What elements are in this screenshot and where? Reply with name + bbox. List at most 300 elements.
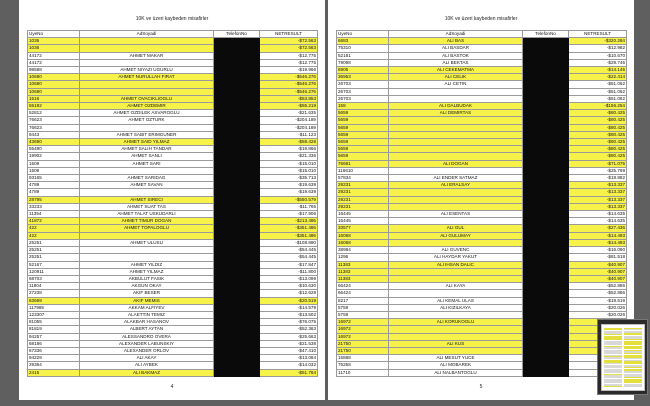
cell-uyeno: 1509 [28, 160, 80, 167]
table-row [28, 326, 318, 333]
table-row [28, 211, 318, 218]
cell-telefonno-redacted [523, 146, 569, 153]
cell-telefonno-redacted [214, 59, 260, 66]
table-row [337, 283, 627, 290]
cell-uyeno: 123307 [28, 311, 80, 318]
cell-telefonno-redacted [523, 304, 569, 311]
table-row [28, 45, 318, 52]
header-netresult: NETRESULT [260, 31, 318, 38]
cell-adsoyadi [389, 203, 523, 210]
cell-telefonno-redacted [523, 153, 569, 160]
table-row [28, 189, 318, 196]
cell-uyeno: 38984 [337, 247, 389, 254]
cell-telefonno-redacted [523, 326, 569, 333]
table-row [28, 239, 318, 246]
cell-netresult: -$320.284 [569, 38, 627, 45]
table-row [28, 225, 318, 232]
cell-uyeno: 76681 [337, 160, 389, 167]
cell-netresult: -$213.486 [260, 218, 318, 225]
cell-adsoyadi: ALI KAYA [389, 283, 523, 290]
cell-uyeno: 29231 [337, 189, 389, 196]
cell-telefonno-redacted [214, 45, 260, 52]
cell-adsoyadi: ALI DOGAN [389, 160, 523, 167]
cell-adsoyadi: AHMET NIYAZI UGURLU [80, 67, 214, 74]
cell-adsoyadi [389, 311, 523, 318]
table-row [337, 333, 627, 340]
cell-telefonno-redacted [214, 232, 260, 239]
cell-telefonno-redacted [523, 225, 569, 232]
cell-uyeno: 63669 [28, 297, 80, 304]
cell-adsoyadi: AKBULUT FASIK [80, 275, 214, 282]
cell-netresult: -$204.189 [260, 117, 318, 124]
cell-netresult: -$17.906 [260, 211, 318, 218]
cell-telefonno-redacted [214, 131, 260, 138]
table-row [337, 110, 627, 117]
cell-uyeno: 117985 [28, 304, 80, 311]
cell-uyeno: 9443 [28, 131, 80, 138]
header-adsoyadi: AdSoyadi [80, 31, 214, 38]
table-row [337, 45, 627, 52]
cell-telefonno-redacted [523, 254, 569, 261]
table-row [337, 211, 627, 218]
cell-adsoyadi: ALI BAS [389, 38, 523, 45]
cell-netresult: -$12.775 [260, 59, 318, 66]
table-row [337, 124, 627, 131]
cell-telefonno-redacted [523, 117, 569, 124]
cell-telefonno-redacted [523, 81, 569, 88]
cell-netresult: -$16.090 [569, 247, 627, 254]
cell-telefonno-redacted [523, 59, 569, 66]
cell-uyeno: 28795 [28, 196, 80, 203]
cell-adsoyadi: ALI MOBAREK [389, 362, 523, 369]
cell-uyeno: 44172 [28, 52, 80, 59]
cell-uyeno: 98588 [28, 67, 80, 74]
cell-adsoyadi: AHMET MAKAR [80, 52, 214, 59]
cell-telefonno-redacted [523, 333, 569, 340]
table-row [28, 103, 318, 110]
cell-adsoyadi: AHMET OZTURK [80, 117, 214, 124]
cell-telefonno-redacted [523, 218, 569, 225]
table-row [28, 153, 318, 160]
table-row [28, 175, 318, 182]
cell-telefonno-redacted [214, 52, 260, 59]
cell-adsoyadi: ALI ENDER SATMAZ [389, 175, 523, 182]
cell-netresult: -$19.966 [260, 67, 318, 74]
cell-adsoyadi: ALEXANDER LABUNSKIY [80, 340, 214, 347]
cell-netresult: -$108.890 [260, 239, 318, 246]
cell-uyeno: 422 [28, 232, 80, 239]
cell-netresult: -$20.519 [260, 297, 318, 304]
page-4 [19, 0, 325, 400]
cell-uyeno: 81055 [28, 319, 80, 326]
cell-netresult: -$80.425 [569, 139, 627, 146]
cell-adsoyadi: ALAETTIN TEMIZ [80, 311, 214, 318]
table-row [28, 131, 318, 138]
cell-adsoyadi [389, 239, 523, 246]
table-row [337, 175, 627, 182]
cell-uyeno: 6683 [337, 38, 389, 45]
cell-telefonno-redacted [214, 304, 260, 311]
cell-telefonno-redacted [523, 239, 569, 246]
cell-netresult: -$11.123 [260, 131, 318, 138]
cell-netresult: -$14.032 [260, 362, 318, 369]
cell-telefonno-redacted [214, 218, 260, 225]
cell-uyeno: 422 [28, 225, 80, 232]
cell-adsoyadi: AHMET OZDEMIR [80, 103, 214, 110]
cell-uyeno: 16068 [337, 239, 389, 246]
cell-adsoyadi: ALI IHSAN DALIC [389, 261, 523, 268]
cell-adsoyadi: ALI KORUKOGLU [389, 319, 523, 326]
cell-uyeno: 25251 [28, 254, 80, 261]
cell-adsoyadi: ALI ESENTAS [389, 211, 523, 218]
table-row [28, 290, 318, 297]
cell-adsoyadi: ALI DEMIRTAS [389, 110, 523, 117]
cell-netresult: -$47.410 [260, 347, 318, 354]
cell-uyeno: 29231 [337, 182, 389, 189]
table-row [337, 319, 627, 326]
cell-telefonno-redacted [214, 182, 260, 189]
table-row [28, 95, 318, 102]
thumbnail-column-left [604, 328, 622, 387]
table-row [28, 146, 318, 153]
cell-uyeno: 5659 [337, 131, 389, 138]
header-adsoyadi: AdSoyadi [389, 31, 523, 38]
table-row [337, 326, 627, 333]
cell-netresult: -$40.907 [569, 261, 627, 268]
cell-uyeno: 10680 [28, 74, 80, 81]
cell-telefonno-redacted [523, 95, 569, 102]
cell-telefonno-redacted [523, 297, 569, 304]
cell-telefonno-redacted [214, 203, 260, 210]
header-uyeno: UyeNo [337, 31, 389, 38]
cell-adsoyadi: ALI ERALSAY [389, 182, 523, 189]
table-row [28, 81, 318, 88]
cell-netresult: -$13.337 [569, 203, 627, 210]
cell-adsoyadi [389, 189, 523, 196]
cell-netresult: -$10.630 [260, 283, 318, 290]
cell-telefonno-redacted [214, 175, 260, 182]
cell-adsoyadi [389, 326, 523, 333]
page-5 [328, 0, 634, 400]
cell-adsoyadi: ALBERT AYTAN [80, 326, 214, 333]
cell-netresult: -$76.075 [260, 319, 318, 326]
table-row [337, 225, 627, 232]
table-row [337, 362, 627, 369]
cell-telefonno-redacted [214, 160, 260, 167]
cell-adsoyadi: ALESSANDRO OVERA [80, 333, 214, 340]
cell-telefonno-redacted [523, 160, 569, 167]
table-header-row [337, 31, 627, 38]
table-row [337, 74, 627, 81]
cell-uyeno: 10680 [28, 81, 80, 88]
cell-netresult: -$14.493 [569, 232, 627, 239]
cell-netresult: -$15.010 [260, 160, 318, 167]
cell-adsoyadi: AHMET TIMUR DOGAN [80, 218, 214, 225]
cell-adsoyadi [389, 347, 523, 354]
cell-uyeno: 52167 [28, 261, 80, 268]
cell-telefonno-redacted [214, 311, 260, 318]
table-row [337, 347, 627, 354]
table-row [28, 268, 318, 275]
cell-netresult: -$15.010 [260, 167, 318, 174]
cell-telefonno-redacted [214, 369, 260, 376]
cell-telefonno-redacted [214, 347, 260, 354]
page-thumbnail-panel[interactable] [597, 319, 648, 395]
table-row [337, 182, 627, 189]
table-row [337, 131, 627, 138]
cell-telefonno-redacted [214, 74, 260, 81]
cell-netresult: -$80.425 [569, 117, 627, 124]
cell-telefonno-redacted [214, 38, 260, 45]
cell-netresult: -$27.436 [569, 225, 627, 232]
cell-uyeno: 5659 [337, 124, 389, 131]
cell-netresult: -$19.519 [569, 297, 627, 304]
cell-netresult: -$12.628 [260, 290, 318, 297]
cell-telefonno-redacted [523, 268, 569, 275]
cell-uyeno: 76623 [28, 124, 80, 131]
table-row [28, 38, 318, 45]
cell-uyeno: 94257 [28, 333, 80, 340]
table-row [337, 203, 627, 210]
table-row [337, 275, 627, 282]
cell-uyeno: 57834 [337, 175, 389, 182]
cell-uyeno: 16972 [337, 333, 389, 340]
cell-netresult: -$13.337 [569, 182, 627, 189]
cell-uyeno: 120911 [28, 268, 80, 275]
cell-netresult: -$14.635 [569, 218, 627, 225]
cell-adsoyadi [80, 124, 214, 131]
cell-uyeno: 1036 [28, 45, 80, 52]
cell-adsoyadi: AHMET SUAT TAS [80, 203, 214, 210]
cell-uyeno: 25251 [28, 247, 80, 254]
cell-telefonno-redacted [214, 355, 260, 362]
page-number: 5 [479, 384, 483, 390]
header-telefonno: TelefonNo [523, 31, 569, 38]
cell-netresult: -$21.336 [260, 153, 318, 160]
cell-adsoyadi: AKIF BESER [80, 290, 214, 297]
cell-telefonno-redacted [523, 167, 569, 174]
cell-netresult: -$19.639 [260, 189, 318, 196]
cell-telefonno-redacted [214, 333, 260, 340]
cell-netresult: -$25.663 [260, 333, 318, 340]
cell-adsoyadi: ALI GULUMAY [389, 232, 523, 239]
cell-adsoyadi: ALI CETIN [389, 81, 523, 88]
cell-telefonno-redacted [214, 340, 260, 347]
page-thumbnail-icon[interactable] [601, 324, 645, 391]
cell-adsoyadi: AHMET OZDILEK ASVAROGLU [80, 110, 214, 117]
cell-uyeno: 5659 [337, 153, 389, 160]
cell-adsoyadi: ALI BASTOK [389, 52, 523, 59]
cell-uyeno: 4789 [28, 182, 80, 189]
cell-uyeno: 26703 [337, 81, 389, 88]
cell-adsoyadi: ALI NALBANTOGLU [389, 369, 523, 376]
table-row [337, 254, 627, 261]
cell-uyeno: 79098 [337, 59, 389, 66]
cell-telefonno-redacted [523, 275, 569, 282]
cell-adsoyadi: AHMET TOPALOGLU [80, 225, 214, 232]
cell-netresult: -$52.363 [260, 326, 318, 333]
table-row [337, 167, 627, 174]
cell-telefonno-redacted [214, 326, 260, 333]
table-row [28, 167, 318, 174]
cell-adsoyadi: ALI DALBUDAK [389, 103, 523, 110]
cell-uyeno: 75310 [337, 45, 389, 52]
cell-telefonno-redacted [523, 139, 569, 146]
cell-uyeno: 1036 [28, 38, 80, 45]
table-row [28, 355, 318, 362]
cell-netresult: -$80.425 [569, 110, 627, 117]
cell-netresult: -$14.635 [569, 211, 627, 218]
cell-telefonno-redacted [214, 196, 260, 203]
table-row [337, 340, 627, 347]
cell-adsoyadi [80, 254, 214, 261]
table-header-row [28, 31, 318, 38]
cell-adsoyadi: ALI MESUT YUCE [389, 355, 523, 362]
table-row [28, 160, 318, 167]
cell-uyeno: 29231 [337, 203, 389, 210]
table-row [28, 304, 318, 311]
cell-netresult: -$18.882 [569, 175, 627, 182]
cell-telefonno-redacted [214, 275, 260, 282]
cell-uyeno: 11710 [337, 369, 389, 376]
cell-telefonno-redacted [523, 362, 569, 369]
cell-adsoyadi: AHMET YILDIZ [80, 261, 214, 268]
cell-telefonno-redacted [523, 369, 569, 376]
cell-telefonno-redacted [214, 283, 260, 290]
cell-netresult: -$546.276 [260, 74, 318, 81]
cell-uyeno: 5759 [337, 304, 389, 311]
cell-telefonno-redacted [523, 203, 569, 210]
cell-netresult: -$12.775 [260, 52, 318, 59]
table-row [337, 88, 627, 95]
table-row [28, 139, 318, 146]
cell-netresult: -$25.769 [569, 167, 627, 174]
cell-uyeno: 16445 [337, 218, 389, 225]
cell-adsoyadi [80, 189, 214, 196]
cell-adsoyadi: ALI BEKTAS [389, 59, 523, 66]
cell-uyeno: 41872 [28, 218, 80, 225]
header-uyeno: UyeNo [28, 31, 80, 38]
cell-telefonno-redacted [214, 117, 260, 124]
table-row [337, 304, 627, 311]
cell-telefonno-redacted [523, 355, 569, 362]
cell-adsoyadi: AHMET SIRECI [80, 196, 214, 203]
table-row [28, 232, 318, 239]
cell-adsoyadi [389, 95, 523, 102]
cell-uyeno: 5659 [337, 117, 389, 124]
results-table [336, 30, 627, 377]
cell-adsoyadi [80, 167, 214, 174]
cell-uyeno: 52812 [28, 110, 80, 117]
thumbnail-line [624, 386, 642, 387]
cell-telefonno-redacted [523, 175, 569, 182]
cell-adsoyadi: AHMET SAVAN [80, 182, 214, 189]
cell-netresult: -$51.062 [569, 95, 627, 102]
cell-netresult: -$14.493 [569, 239, 627, 246]
cell-adsoyadi [389, 117, 523, 124]
cell-adsoyadi [80, 88, 214, 95]
cell-netresult: -$19.639 [260, 182, 318, 189]
table-row [28, 110, 318, 117]
cell-netresult: -$20.026 [569, 311, 627, 318]
cell-telefonno-redacted [214, 319, 260, 326]
table-row [28, 203, 318, 210]
cell-netresult: -$351.486 [260, 232, 318, 239]
cell-uyeno: 5659 [337, 139, 389, 146]
results-table [27, 30, 318, 377]
cell-uyeno: 21750 [337, 340, 389, 347]
header-telefonno: TelefonNo [214, 31, 260, 38]
cell-uyeno: 68186 [28, 340, 80, 347]
cell-adsoyadi: AHMET TALAT USKUDARLI [80, 211, 214, 218]
cell-uyeno: 33233 [28, 203, 80, 210]
cell-uyeno: 1296 [337, 254, 389, 261]
cell-uyeno: 55192 [28, 103, 80, 110]
cell-netresult: -$40.907 [569, 275, 627, 282]
cell-uyeno: 33577 [337, 225, 389, 232]
cell-telefonno-redacted [523, 232, 569, 239]
cell-uyeno: 6905 [337, 67, 389, 74]
cell-netresult: -$13.337 [569, 189, 627, 196]
cell-adsoyadi [80, 59, 214, 66]
cell-telefonno-redacted [214, 239, 260, 246]
cell-adsoyadi: AHMET ULUSU [80, 239, 214, 246]
cell-adsoyadi: AHMET SARIDAG [80, 175, 214, 182]
cell-uyeno: 5659 [337, 146, 389, 153]
page-title: 10K ve üzeri kaybeden misafirler [135, 16, 209, 22]
table-row [337, 369, 627, 376]
cell-adsoyadi [389, 153, 523, 160]
table-row [28, 59, 318, 66]
cell-adsoyadi: ALI AYBEK [80, 362, 214, 369]
cell-uyeno: 16445 [337, 211, 389, 218]
cell-uyeno: 76623 [28, 117, 80, 124]
cell-uyeno: 26703 [337, 88, 389, 95]
table-row [28, 297, 318, 304]
cell-uyeno: 43690 [28, 139, 80, 146]
cell-netresult: -$11.800 [260, 268, 318, 275]
cell-telefonno-redacted [523, 189, 569, 196]
thumbnail-column-right [624, 328, 642, 387]
cell-telefonno-redacted [523, 319, 569, 326]
table-row [337, 146, 627, 153]
cell-adsoyadi [389, 139, 523, 146]
cell-uyeno: 158 [337, 103, 389, 110]
cell-netresult: -$80.425 [569, 146, 627, 153]
cell-uyeno: 10680 [28, 88, 80, 95]
cell-netresult: -$13.502 [260, 311, 318, 318]
cell-netresult: -$54.445 [260, 247, 318, 254]
cell-netresult: -$35.713 [260, 175, 318, 182]
cell-uyeno: 16068 [337, 232, 389, 239]
cell-telefonno-redacted [523, 261, 569, 268]
cell-netresult: -$59.428 [260, 139, 318, 146]
cell-telefonno-redacted [523, 103, 569, 110]
cell-uyeno: 5659 [337, 110, 389, 117]
cell-adsoyadi: ALI BAKMAZ [80, 369, 214, 376]
cell-telefonno-redacted [214, 225, 260, 232]
cell-netresult: -$20.026 [569, 304, 627, 311]
cell-telefonno-redacted [214, 124, 260, 131]
cell-telefonno-redacted [214, 268, 260, 275]
cell-telefonno-redacted [523, 283, 569, 290]
cell-telefonno-redacted [214, 110, 260, 117]
cell-telefonno-redacted [214, 153, 260, 160]
cell-netresult: -$546.276 [260, 88, 318, 95]
cell-netresult: -$14.579 [260, 304, 318, 311]
cell-uyeno: 66424 [337, 290, 389, 297]
cell-telefonno-redacted [214, 362, 260, 369]
